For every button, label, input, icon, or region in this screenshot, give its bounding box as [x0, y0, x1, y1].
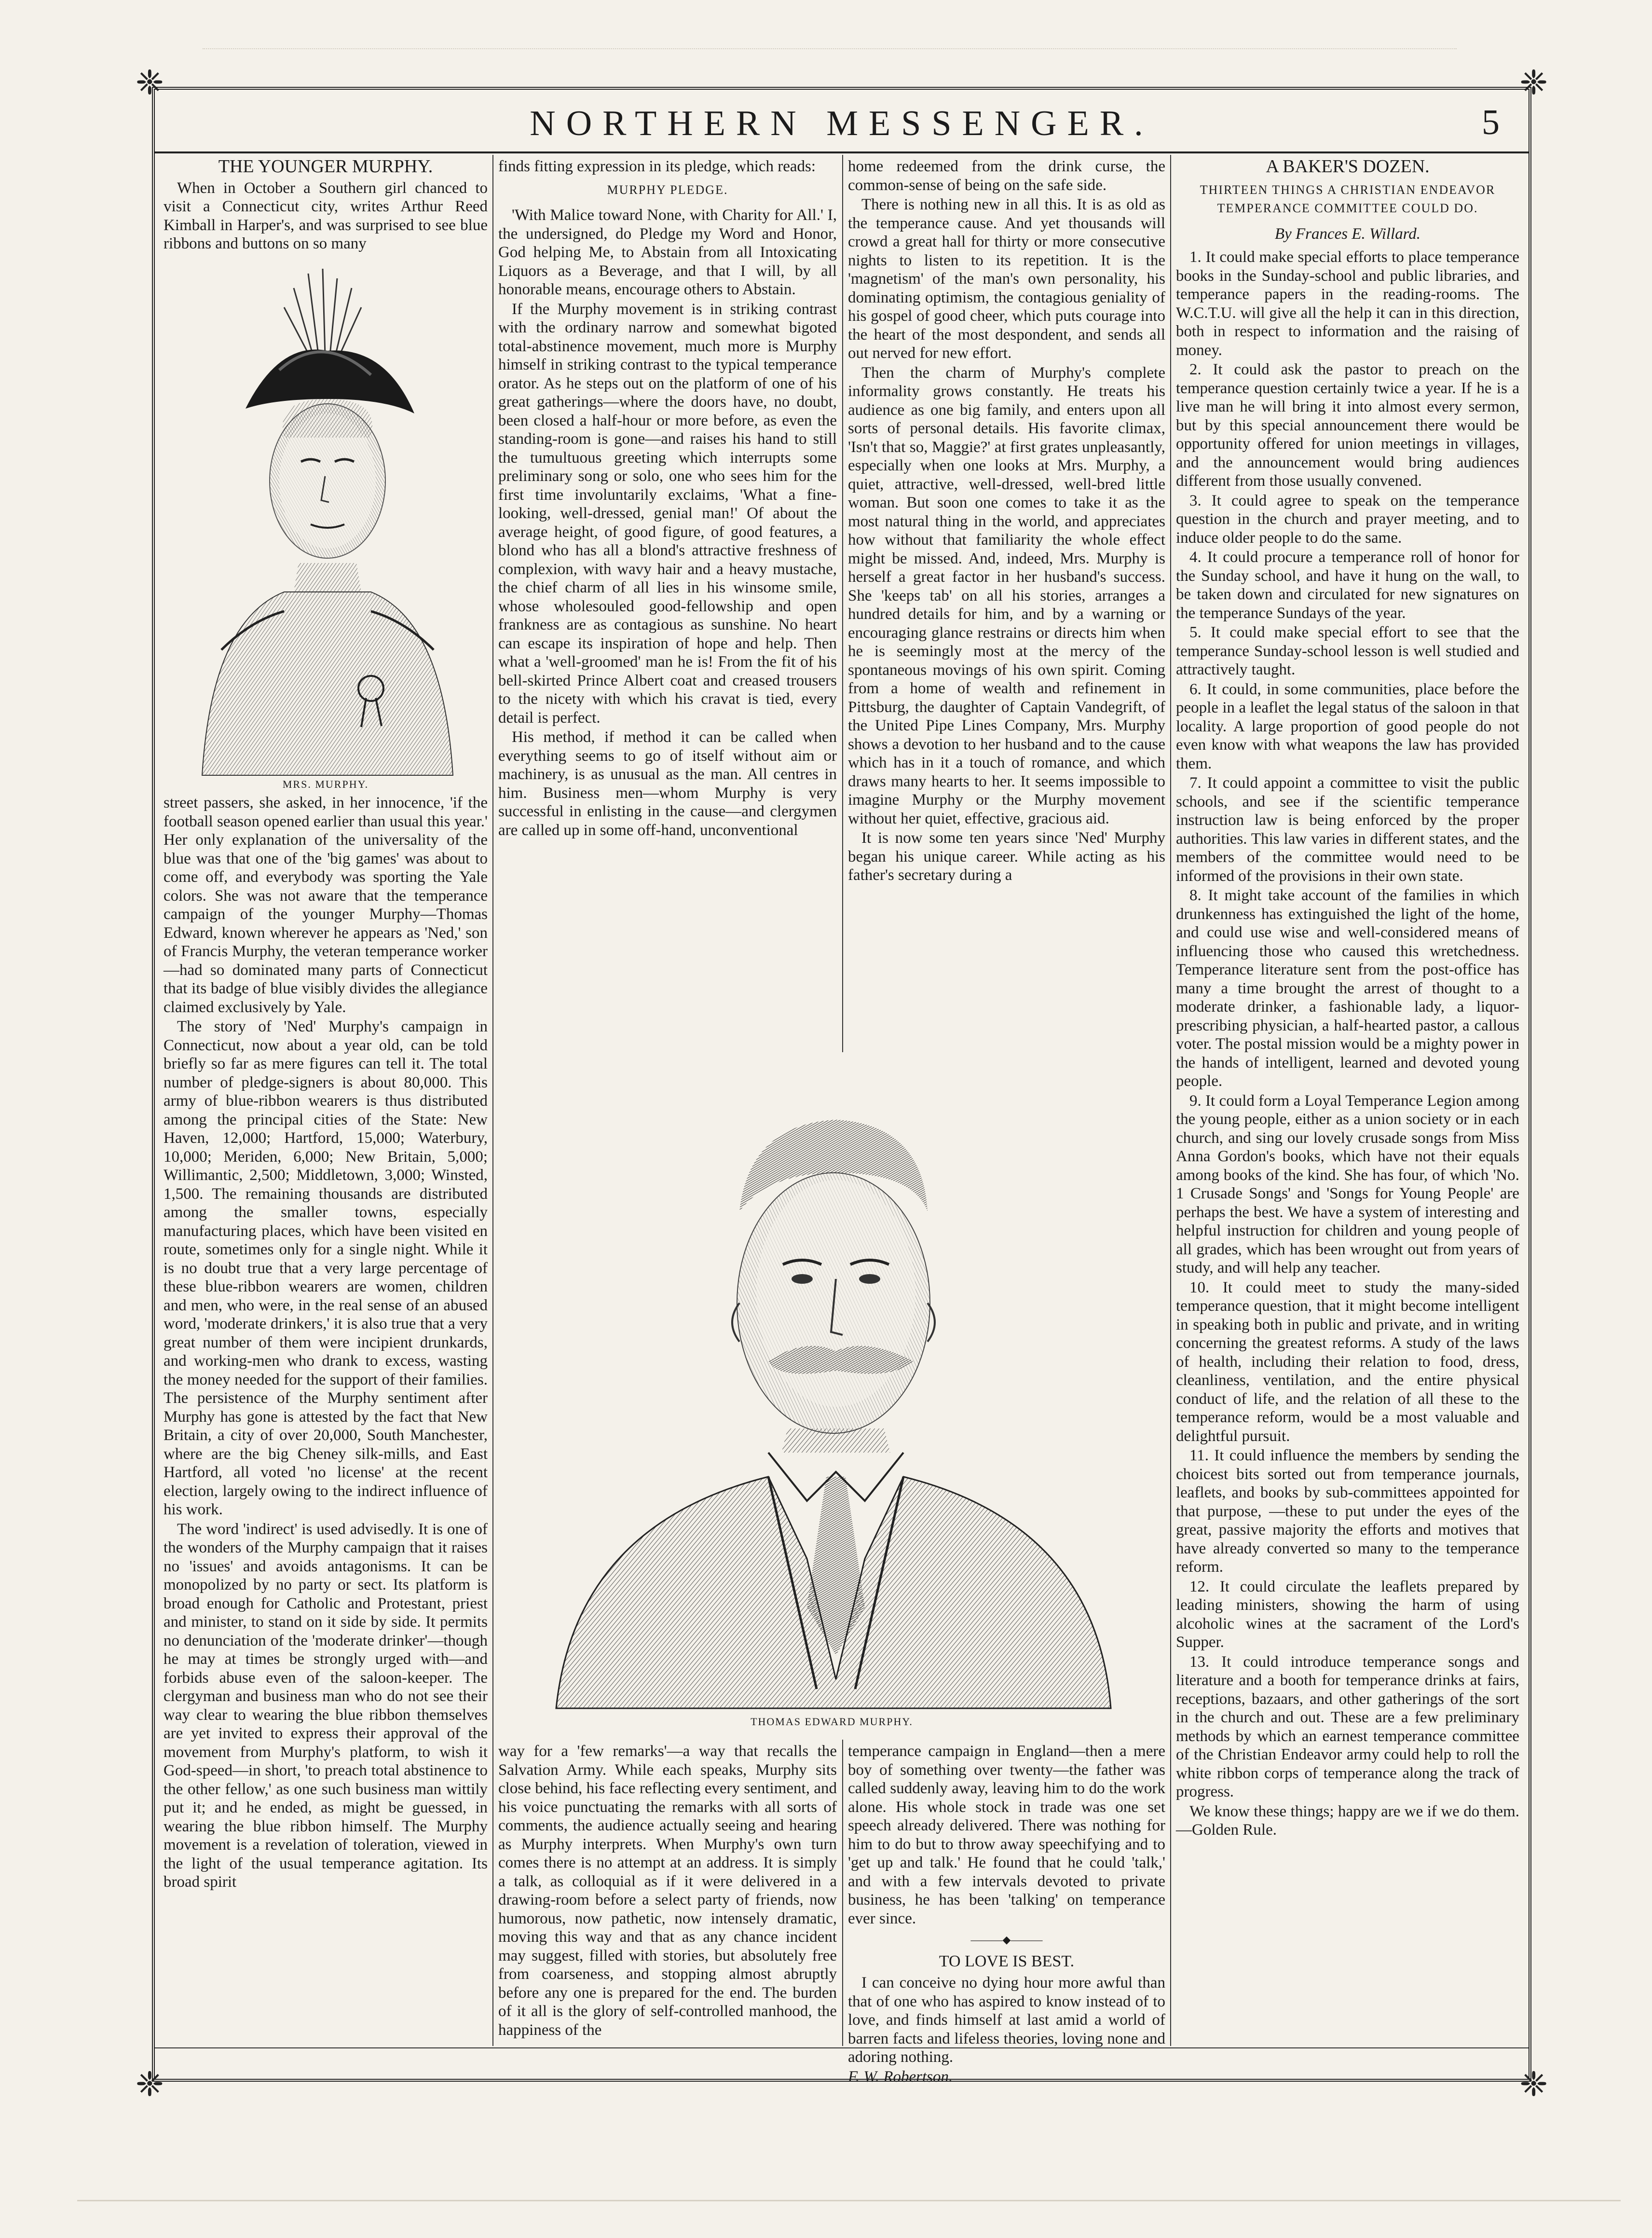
article-paragraph: The story of 'Ned' Murphy's campaign in Connecticut, now about a year old, can be told briefly so far as mere figures can tell it. The total number of pledge-signers is about 80,000. This army of blue-ribbon wearers is thus distributed among the principal cities of the State: New Haven, 12,000; Hartford, 15,000; Waterbury, 10,000; Meriden, 6,000; New Britain, 5,000; Willimantic, 2,500; Middletown, 3,000; Winsted, 1,500. The remaining thousands are distributed among the smaller towns, especially manufacturing places, which have been visited en route, sometimes only for a single night. While it is no doubt true that a very large percentage of these blue-ribbon wearers are women, children and men, who were, in the real sense of an abused word, 'moderate drinkers,' it is also true that a very great number of them were incipient drunkards, and working-men who drank to excess, wasting the money needed for the support of their families. The persistence of the Murphy sentiment after Murphy has gone is attested by the fact that New Britain, a city of over 20,000, South Manchester, where are the big Cheney silk-mills, and East Hartford, all voted 'no license' at the recent election, largely owing to the indirect influence of his work.	[164, 1018, 488, 1518]
list-item: 6. It could, in some communities, place before the people in a leaflet the legal status of the saloon in that locality. A large proportion of good people do not even know with what weapons the law has provided them.	[1176, 680, 1519, 772]
column-rule	[492, 155, 493, 2046]
article-paragraph: I can conceive no dying hour more awful than that of one who has aspired to know instead of to love, and finds himself at last amid a world of barren facts and lifeless theories, loving none and adoring nothing.	[848, 1974, 1165, 2066]
mrs-murphy-portrait	[164, 254, 488, 775]
article-paragraph: If the Murphy movement is in striking contrast with the ordinary narrow and somewhat bigoted total-abstinence movement, much more is Murphy himself in striking contrast to the typical temperance orator. As he steps out on the platform of one of his great gatherings—where the doors have, no doubt, been closed a half-hour or more before, as even the standing-room is gone—and raises his hand to still the tumultuous greeting which interrupts some preliminary song or solo, one who sees him for the first time involuntarily exclaims, 'What a fine-looking, well-dressed, genial man!' Of about the average height, of good figure, of good features, a blond who has all a blond's attractive freshness of complexion, with wavy hair and a heavy mustache, the chief charm of all lies in his winsome smile, whose wholesouled good-fellowship and open frankness are as contagious as sunshine. No heart can escape its inspiration of hope and help. Then what a 'well-groomed' man he is! From the fit of his bell-skirted Prince Albert coat and creased trousers to the nicety with which his cravat is tied, every detail is perfect.	[498, 300, 837, 727]
article-paragraph: The word 'indirect' is used advisedly. It is one of the wonders of the Murphy campaign that it raises no 'issues' and avoids antagonisms. It can be monopolized by no party or sect. Its platform is broad enough for Catholic and Protestant, priest and minister, to stand on it side by side. It permits no denunciation of the 'moderate drinker'—though he may at times be strongly urged with—and forbids abuse even of the saloon-keeper. The clergyman and business man who do not see their way clear to wearing the blue ribbon themselves are yet invited to express their approval of the movement from Murphy's platform, to wish it God-speed—in short, 'to preach total abstinence to the other fellow,' as one such business man wittily put it; and he ended, as might be guessed, in wearing the blue ribbon himself. The Murphy movement is a revelation of toleration, viewed in the light of the usual temperance agitation. Its broad spirit	[164, 1520, 488, 1891]
article-paragraph: home redeemed from the drink curse, the common-sense of being on the safe side.	[848, 158, 1165, 194]
article-intro: When in October a Southern girl chanced to visit a Connecticut city, writes Arthur Reed Kimball in Harper's, and was surprised to see blue ribbons and buttons on so many	[164, 179, 488, 252]
list-item: 4. It could procure a temperance roll of honor for the Sunday school, and have it hung on the wall, to be taken down and circulated for new signatures on the temperance Sundays of the year.	[1176, 549, 1519, 622]
corner-ornament-icon: ❈	[1519, 2066, 1548, 2103]
column-1	[164, 157, 488, 2041]
closing-line: We know these things; happy are we if we do them.—Golden Rule.	[1176, 1802, 1519, 1839]
column-rule	[842, 155, 843, 1052]
mrs-murphy-engraving	[164, 254, 488, 775]
list-item: 3. It could agree to speak on the temperance question in the church and prayer meeting, and to induce older people to do the same.	[1176, 492, 1519, 547]
list-item: 11. It could influence the members by sending the choicest bits sorted out from temperance journals, leaflets, and books by sub-committees appointed for that purpose, —these to put under the eyes of the great, passive majority the efforts and motives that have already converted so many to the temperance reform.	[1176, 1447, 1519, 1576]
list-item: 9. It could form a Loyal Temperance Legion among the young people, either as a union society or in each church, and sing our lovely crusade songs from Miss Anna Gordon's books, which have not their equals among books of the kind. She has four, of which 'No. 1 Crusade Songs' and 'Songs for Young People' are perhaps the best. We have a system of interesting and helpful instruction for children and young people of all grades, which has been wrought out from years of study, and will help any teacher.	[1176, 1092, 1519, 1277]
portrait-caption: MRS. MURPHY.	[282, 778, 369, 790]
article-title: THE YOUNGER MURPHY.	[218, 156, 433, 177]
column-2-bottom	[498, 1742, 837, 2041]
article-paragraph: finds fitting expression in its pledge, which reads:	[498, 158, 816, 175]
article-paragraph: It is now some ten years since 'Ned' Murphy began his unique career. While acting as his father's secretary during a	[848, 829, 1165, 884]
column-3	[848, 157, 1165, 1050]
pledge-text: 'With Malice toward None, with Charity for All.' I, the undersigned, do Pledge my Word and Honor, God helping Me, to Abstain from all Intoxicating Liquors as a Beverage, and that I will, by all honorable means, encourage others to Abstain.	[498, 206, 837, 298]
top-edge-marks	[203, 29, 1457, 49]
column-3-bottom	[848, 1742, 1165, 2086]
page-number: 5	[1482, 103, 1500, 142]
column-rule	[842, 1740, 843, 2046]
article-paragraph: temperance campaign in England—then a mere boy of something over twenty—the father was called suddenly away, leaving him to do the work alone. His whole stock in trade was one set speech already delivered. There was nothing for him to do but to throw away speechifying and to 'get up and talk.' He found that he could 'talk,' and with a few intervals devoted to private business, he has been 'talking' on temperance ever since.	[848, 1743, 1165, 1927]
corner-ornament-icon: ❈	[136, 65, 164, 102]
article-paragraph: Then the charm of Murphy's complete informality grows constantly. He treats his audience as one big family, and enters upon all sorts of personal details. His favorite climax, 'Isn't that so, Maggie?' at first grates unpleasantly, especially when one looks at Mrs. Murphy, a quiet, attractive, well-dressed, well-bred little woman. But soon one comes to take it as the most natural thing in the world, and appreciates how without that familiarity the whole effect might be missed. And, indeed, Mrs. Murphy is herself a great factor in her husband's success. She 'keeps tab' on all his stories, arranges a hundred details for him, and by a warning or encouraging glance restrains or directs him when he is seemingly most at the mercy of the spontaneous movings of his own spirit. Coming from a home of wealth and refinement in Pittsburg, the daughter of Captain Vandegrift, of the United Pipe Lines Company, Mrs. Murphy shows a devotion to her husband and to the cause which has in it a touch of romance, and which draws many hearts to her. It seems impossible to imagine Murphy or the Murphy movement without her quiet, effective, gracious aid.	[848, 364, 1165, 827]
column-4	[1176, 157, 1519, 2041]
list-item: 13. It could introduce temperance songs and literature and a booth for temperance drinks at fairs, receptions, bazaars, and other gatherings of the sort in the church and out. These are a few preliminary methods by which an earnest temperance committee of the Christian Endeavor army could help to roll the white ribbon corps of temperance along the track of progress.	[1176, 1653, 1519, 1800]
column-2	[498, 157, 837, 1050]
divider-ornament-icon: ———◆———	[970, 1934, 1043, 1946]
masthead: NORTHERN MESSENGER.	[530, 104, 1154, 143]
corner-ornament-icon: ❈	[136, 2066, 164, 2103]
byline: By Frances E. Willard.	[1274, 225, 1421, 243]
article-paragraph: street passers, she asked, in her innocence, 'if the football season opened earlier than usual this year.' Her only explanation of the universality of the blue was that one of the 'big games' was about to come off, and everybody was sporting the Yale colors. She was not aware that the temperance campaign of the younger Murphy—Thomas Edward, known wherever he appears as 'Ned,' son of Francis Murphy, the veteran temperance worker—had so dominated many parts of Connecticut that its badge of blue visibly divides the allegiance claimed exclusively by Yale.	[164, 794, 488, 1016]
list-item: 2. It could ask the pastor to preach on the temperance question certainly twice a year. If he is a live man he will bring it into almost every sermon, but by this special announcement there would be opportunity offered for union meetings in villages, and the announcement would bring audiences different from those usually convened.	[1176, 361, 1519, 490]
article-paragraph: way for a 'few remarks'—a way that recalls the Salvation Army. While each speaks, Murphy sits close behind, his face reflecting every sentiment, and his voice punctuating the remarks with all sorts of comments, the audience actually seeing and hearing as Murphy interprets. When Murphy's own turn comes there is no attempt at an address. It is simply a talk, as colloquial as if it were delivered in a drawing-room before a select party of friends, now humorous, now pathetic, now intensely dramatic, moving this way and that as any chance incident may suggest, filled with stories, but absolutely free from coarseness, and stopping almost abruptly before any one is prepared for the end. The burden of it all is the glory of self-controlled manhood, the happiness of the	[498, 1743, 837, 2039]
list-item: 12. It could circulate the leaflets prepared by leading ministers, showing the harm of using alcoholic wines at the sacrament of the Lord's Supper.	[1176, 1578, 1519, 1651]
thomas-murphy-engraving	[498, 1052, 1165, 1708]
column-rule	[1170, 155, 1171, 2046]
list-item: 5. It could make special effort to see that the temperance Sunday-school lesson is well studied and attractively taught.	[1176, 624, 1519, 678]
page-frame	[136, 65, 1548, 2103]
article-title: TO LOVE IS BEST.	[939, 1952, 1075, 1970]
article-title: A BAKER'S DOZEN.	[1266, 156, 1430, 177]
signature: F. W. Robertson.	[848, 2068, 953, 2086]
bottom-edge-rule	[77, 2200, 1621, 2206]
bottom-rule	[155, 2047, 1529, 2048]
pledge-heading: MURPHY PLEDGE.	[607, 182, 728, 197]
thomas-murphy-portrait	[498, 1052, 1165, 1737]
corner-ornament-icon: ❈	[1519, 65, 1548, 102]
list-item: 10. It could meet to study the many-sided temperance question, that it might become intelligent in speaking both in public and private, and in writing concerning the greatest reforms. A study of the laws of health, including their relation to food, dress, cleanliness, ventilation, and the entire physical conduct of life, and the relation of all these to the temperance reform, would be a most valuable and delightful pursuit.	[1176, 1278, 1519, 1445]
portrait-caption: THOMAS EDWARD MURPHY.	[751, 1716, 913, 1728]
article-paragraph: There is nothing new in all this. It is as old as the temperance cause. And yet thousands will crowd a great hall for thirty or more consecutive nights to listen to its repetition. It is the 'magnetism' of the man's own personality, his dominating optimism, the contagious geniality of his gospel of good cheer, which puts courage into the heart of the most despondent, and sends all out nerved for new effort.	[848, 196, 1165, 362]
article-paragraph: His method, if method it can be called when everything seems to go of itself without aim or machinery, is as unusual as the man. All centres in him. Business men—whom Murphy is very successful in enlisting in the cause—and clergymen are called up in some off-hand, unconventional	[498, 728, 837, 839]
list-item: 8. It might take account of the families in which drunkenness has extinguished the light of the home, and could use wise and well-considered means of influencing those who caused this wretchedness. Temperance literature sent from the post-office has many a time brought the arrest of thought to a moderate drinker, a fashionable lady, a liquor-prescribing physician, a half-hearted pastor, a callous voter. The postal mission would be a mighty power in the hands of intelligent, learned and devoted young people.	[1176, 887, 1519, 1090]
list-item: 7. It could appoint a committee to visit the public schools, and see if the scientific temperance instruction law is being enforced by the proper authorities. This law varies in different states, and the members of the committee would need to be informed of the provisions in their own state.	[1176, 774, 1519, 885]
list-item: 1. It could make special efforts to place temperance books in the Sunday-school and public libraries, and temperance papers in the reading-rooms. The W.C.T.U. will give all the help it can in this direction, both in respect to information and the raising of money.	[1176, 248, 1519, 359]
article-subtitle: THIRTEEN THINGS A CHRISTIAN ENDEAVOR TEMPERANCE COMMITTEE COULD DO.	[1200, 182, 1496, 215]
page-header	[155, 98, 1529, 153]
